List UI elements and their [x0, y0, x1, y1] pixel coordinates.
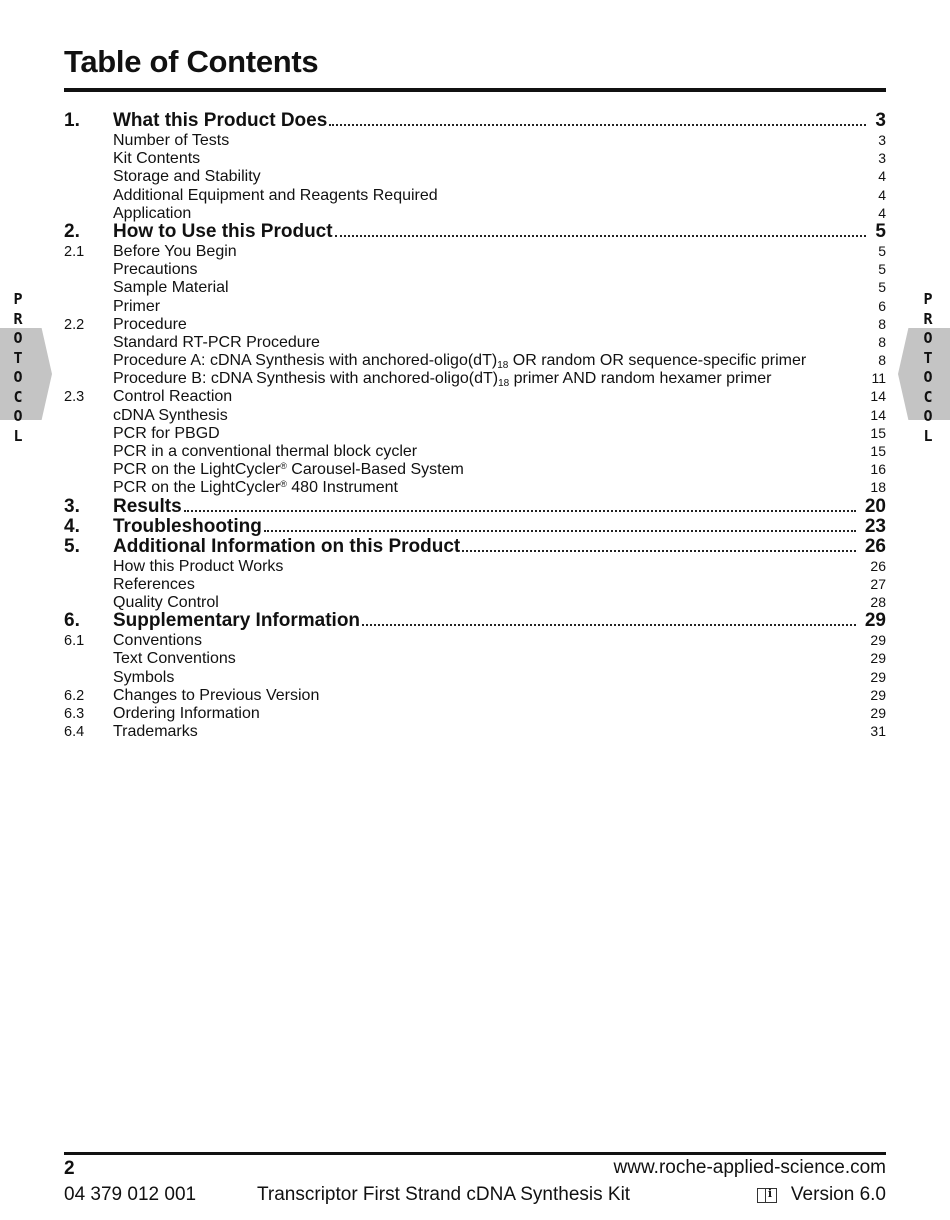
toc-number: 2.1	[64, 243, 85, 260]
toc-label: Supplementary Information	[113, 610, 361, 632]
protocol-side-tab-left	[0, 290, 60, 460]
toc-number: 2.	[64, 220, 80, 242]
side-tab-letter: O	[13, 368, 23, 386]
toc-entry-row[interactable]	[64, 333, 886, 351]
toc-label: References	[113, 575, 195, 593]
toc-page: 4	[878, 204, 886, 221]
toc-page: 29	[864, 610, 886, 632]
toc-label: Troubleshooting	[113, 515, 262, 537]
toc-page: 29	[870, 632, 886, 649]
page-title: Table of Contents	[64, 44, 319, 79]
toc-page: 6	[878, 297, 886, 314]
table-of-contents	[64, 111, 886, 740]
toc-label: Conventions	[113, 632, 202, 650]
toc-label: Text Conventions	[113, 650, 236, 668]
toc-page: 5	[878, 279, 886, 296]
toc-number: 6.2	[64, 687, 85, 704]
toc-entry-row[interactable]	[64, 242, 886, 260]
toc-entry-row[interactable]	[64, 131, 886, 149]
toc-label: Standard RT-PCR Procedure	[113, 333, 320, 351]
toc-page: 5	[878, 242, 886, 259]
title-rule	[64, 88, 886, 92]
toc-page: 20	[864, 495, 886, 517]
toc-entry-row[interactable]	[64, 722, 886, 740]
toc-label: Procedure A: cDNA Synthesis with anchored-$oligo(dT)_{18}$ OR random OR sequence-specific primer	[113, 352, 807, 372]
toc-leader-dots	[264, 530, 856, 532]
toc-page: 26	[870, 557, 886, 574]
toc-label: Additional Equipment and Reagents Required	[113, 186, 438, 204]
side-tab-letters	[0, 290, 36, 446]
toc-label: Application	[113, 204, 192, 222]
toc-page: 4	[878, 186, 886, 203]
toc-page: 8	[878, 352, 886, 369]
toc-number: 6.	[64, 610, 80, 632]
toc-page: 14	[870, 406, 886, 423]
toc-number: 2.2	[64, 316, 85, 333]
toc-page: 23	[864, 515, 886, 537]
toc-section-row[interactable]	[64, 111, 886, 131]
toc-entry-row[interactable]	[64, 668, 886, 686]
toc-number: 4.	[64, 515, 80, 537]
toc-page: 8	[878, 315, 886, 332]
toc-entry-row[interactable]	[64, 387, 886, 405]
toc-label: Additional Information on this Product	[113, 535, 461, 557]
toc-label: Results	[113, 495, 182, 517]
toc-entry-row[interactable]	[64, 186, 886, 204]
protocol-side-tab-right	[890, 290, 950, 460]
toc-number: 2.3	[64, 389, 85, 406]
side-tab-letter: O	[923, 329, 933, 347]
toc-number: 1.	[64, 110, 80, 131]
toc-entry-row[interactable]	[64, 315, 886, 333]
toc-entry-row[interactable]	[64, 593, 886, 611]
side-tab-letter: P	[13, 290, 23, 308]
catalog-number: 04 379 012 001	[64, 1184, 197, 1205]
version-info	[757, 1184, 886, 1206]
toc-label: Precautions	[113, 261, 198, 279]
toc-page: 15	[870, 443, 886, 459]
toc-section-row[interactable]	[64, 517, 886, 537]
toc-page: 3	[875, 110, 886, 131]
side-tab-letter: O	[13, 407, 23, 425]
toc-page: 18	[870, 479, 886, 496]
toc-page: 4	[878, 168, 886, 185]
toc-leader-dots	[184, 510, 856, 512]
side-tab-letter: O	[923, 407, 933, 425]
toc-page: 15	[870, 424, 886, 441]
toc-label: PCR on the LightCycler® 480 Instrument	[113, 479, 398, 497]
side-tab-letter: L	[13, 426, 23, 445]
page-number: 2	[64, 1158, 75, 1179]
kit-name: Transcriptor First Strand cDNA Synthesis Kit	[257, 1184, 631, 1205]
toc-entry-row[interactable]	[64, 204, 886, 222]
toc-page: 29	[870, 686, 886, 703]
toc-entry-row[interactable]	[64, 278, 886, 296]
toc-page: 29	[870, 650, 886, 667]
toc-page: 16	[870, 461, 886, 478]
toc-page: 29	[870, 704, 886, 721]
toc-label: Trademarks	[113, 723, 198, 741]
toc-entry-row[interactable]	[64, 704, 886, 722]
toc-section-row[interactable]	[64, 222, 886, 242]
toc-page: 3	[878, 132, 886, 148]
toc-label: cDNA Synthesis	[113, 406, 228, 424]
toc-entry-row[interactable]	[64, 649, 886, 667]
toc-label: Number of Tests	[113, 132, 230, 149]
toc-entry-row[interactable]	[64, 686, 886, 704]
side-tab-letter: T	[13, 348, 23, 367]
toc-label: Control Reaction	[113, 388, 233, 406]
toc-entry-row[interactable]	[64, 167, 886, 185]
toc-label: Storage and Stability	[113, 168, 261, 186]
toc-entry-row[interactable]	[64, 575, 886, 593]
toc-entry-row[interactable]	[64, 424, 886, 442]
toc-page: 14	[870, 388, 886, 405]
toc-page: 11	[871, 370, 886, 387]
toc-page: 3	[878, 150, 886, 167]
toc-label: Procedure	[113, 315, 187, 333]
side-tab-letter: C	[13, 387, 23, 406]
toc-page: 5	[878, 261, 886, 278]
version-label: Version 6.0	[790, 1184, 886, 1205]
toc-label: PCR on the LightCycler® Carousel-Based System	[113, 461, 464, 479]
toc-label: Sample Material	[113, 279, 229, 297]
toc-entry-row[interactable]	[64, 406, 886, 424]
toc-entry-row[interactable]	[64, 369, 886, 390]
side-tab-letter: L	[923, 426, 933, 445]
toc-page: 26	[864, 535, 886, 557]
toc-label: Procedure B: cDNA Synthesis with anchored-$oligo(dT)_{18}$ primer AND random hexamer primer	[113, 370, 772, 390]
side-tab-letter: O	[13, 329, 23, 347]
website-url[interactable]: www.roche-applied-science.com	[613, 1157, 886, 1178]
side-tab-letter: O	[923, 368, 933, 386]
toc-entry-row[interactable]	[64, 351, 886, 372]
side-tab-letter: C	[923, 387, 933, 406]
toc-label: Kit Contents	[113, 150, 201, 168]
toc-page: 29	[870, 668, 886, 685]
toc-number: 6.1	[64, 633, 85, 650]
toc-page: 31	[870, 723, 886, 740]
toc-page: 5	[875, 220, 886, 242]
toc-number: 3.	[64, 495, 80, 517]
toc-label: How to Use this Product	[113, 220, 333, 242]
footer-rule	[64, 1152, 886, 1155]
manual-info-icon	[757, 1188, 777, 1203]
toc-leader-dots	[362, 624, 856, 626]
toc-section-row[interactable]	[64, 497, 886, 517]
toc-leader-dots	[462, 550, 856, 552]
side-tab-letter: R	[923, 309, 933, 328]
toc-section-row[interactable]	[64, 537, 886, 557]
toc-entry-row[interactable]	[64, 442, 886, 460]
toc-page: 27	[870, 575, 886, 592]
side-tab-letters	[910, 290, 946, 446]
side-tab-letter: T	[923, 348, 933, 367]
toc-label: PCR for PBGD	[113, 424, 220, 442]
toc-label: Quality Control	[113, 593, 219, 611]
toc-label: Ordering Information	[113, 704, 260, 722]
toc-label: How this Product Works	[113, 557, 284, 575]
toc-label: Before You Begin	[113, 242, 237, 260]
toc-page: 8	[878, 333, 886, 350]
toc-label: Changes to Previous Version	[113, 686, 320, 704]
toc-entry-row[interactable]	[64, 260, 886, 278]
toc-entry-row[interactable]	[64, 297, 886, 315]
toc-leader-dots	[329, 124, 866, 126]
toc-number: 6.4	[64, 724, 85, 741]
toc-entry-row[interactable]	[64, 149, 886, 167]
toc-number: 5.	[64, 535, 80, 557]
toc-page: 28	[870, 593, 886, 610]
toc-label: Symbols	[113, 668, 175, 686]
toc-leader-dots	[335, 235, 867, 237]
side-tab-letter: R	[13, 309, 23, 328]
toc-entry-row[interactable]	[64, 631, 886, 649]
toc-entry-row[interactable]	[64, 557, 886, 575]
toc-entry-row[interactable]	[64, 478, 886, 496]
toc-label: What this Product Does	[113, 110, 328, 131]
side-tab-letter: P	[923, 290, 933, 308]
toc-label: PCR in a conventional thermal block cycler	[113, 443, 418, 460]
toc-entry-row[interactable]	[64, 460, 886, 478]
toc-number: 6.3	[64, 705, 85, 722]
toc-section-row[interactable]	[64, 611, 886, 631]
toc-label: Primer	[113, 297, 161, 315]
